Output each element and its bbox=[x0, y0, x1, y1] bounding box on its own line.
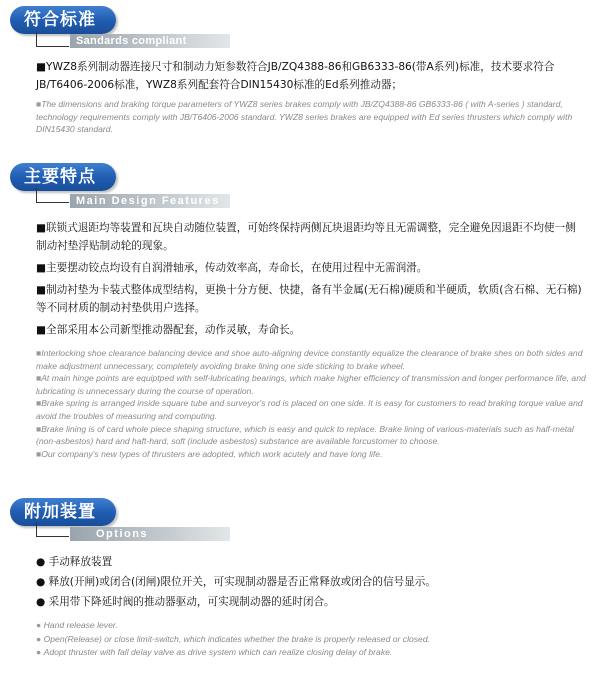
list-item: ■Brake spring is arranged inside square tube and surveyor's rod is placed on one side. It is easy for customers to read braking torque value and avoid the troubles of measuring and computing. bbox=[36, 398, 583, 421]
standards-en-text: ■The dimensions and braking torque parameters of YWZ8 series brakes comply with JB/ZQ4388-86 GB6333-86 ( with A-series ) standard, technology requirements comply with JB/T6406-2006 standard. YWZ8 series brakes are equipped with Ed series thrusters which comply with DIN15430 standard. bbox=[36, 99, 573, 135]
list-item: ■Brake lining is of card whole piece shaping structure, which is easy and quick to replace. Brake lining of various-materials such as half-metal (non-asbestos) hard and haft-hard, soft (include asbestos) substance are available forcustomer to choose. bbox=[36, 423, 574, 447]
features-en-list bbox=[36, 347, 586, 460]
list-item: ● 释放(开闸)或闭合(闭闸)限位开关，可实现制动器是否正常释放或闭合的信号显示。 bbox=[36, 576, 436, 588]
features-cn-list bbox=[36, 219, 586, 339]
list-item: ■主要摆动铰点均设有自润滑轴承，传动效率高，寿命长，在使用过程中无需润滑。 bbox=[36, 262, 428, 274]
features-title: 主要特点 bbox=[10, 163, 116, 191]
options-en-list bbox=[36, 619, 586, 660]
features-subtitle: Main Design Features bbox=[70, 194, 230, 208]
list-item: ■制动衬垫为卡装式整体成型结构，更换十分方便、快捷，备有半金属(无石棉)硬质和半硬质，软质(含石棉、无石棉)等不同材质的制动衬垫供用户选择。 bbox=[36, 284, 582, 314]
list-item: ■联锁式退距均等装置和瓦块自动随位装置，可始终保持两侧瓦块退距均等且无需调整，完全避免因退距不均使一侧制动衬垫浮贴制动轮的现象。 bbox=[36, 222, 576, 252]
list-item: ● Open(Release) or close limit-switch, which indicates whether the brake is properly released or closed. bbox=[36, 633, 431, 644]
list-item: ■At main hinge points are equiptped with self-lubricating bearings, which make higher efficiency of transmission and longer performance life, and lubricating is unnecessary during the course of operation. bbox=[36, 373, 586, 396]
standards-bracket bbox=[36, 32, 69, 47]
list-item: ■全部采用本公司新型推动器配套，动作灵敏，寿命长。 bbox=[36, 324, 301, 336]
standards-cn-text: ■YWZ8系列制动器连接尺寸和制动力矩参数符合JB/ZQ4388-86和GB6333-86(带A系列)标准，技术要求符合JB/T6406-2006标准，YWZ8系列配套符合DIN15430标准的Ed系列推动器； bbox=[36, 61, 555, 91]
features-bracket bbox=[36, 188, 69, 203]
standards-title: 符合标准 bbox=[10, 6, 116, 34]
list-item: ● 采用带下降延时阀的推动器驱动，可实现制动器的延时闭合。 bbox=[36, 596, 335, 608]
options-title: 附加装置 bbox=[10, 498, 116, 526]
options-bracket bbox=[36, 522, 69, 537]
list-item: ■Interlocking shoe clearance balancing device and shoe auto-aligning device constantly equalize the clearance of brake shes on both sides and make adjustment unnecessary, completely avoiding brake lining one side sticking to brake wheel. bbox=[36, 348, 583, 371]
standards-subtitle: Sandards compliant bbox=[70, 34, 230, 48]
list-item: ■Our company's new types of thrusters are adopted, which work acutely and have long life. bbox=[36, 448, 383, 459]
list-item: ● 手动释放装置 bbox=[36, 556, 113, 568]
options-subtitle: Options bbox=[70, 527, 230, 541]
list-item: ● Hand release lever. bbox=[36, 620, 118, 630]
list-item: ● Adopt thruster with fall delay valve as drive system which can realize closing delay of brake. bbox=[36, 647, 393, 657]
options-cn-list bbox=[36, 553, 586, 611]
